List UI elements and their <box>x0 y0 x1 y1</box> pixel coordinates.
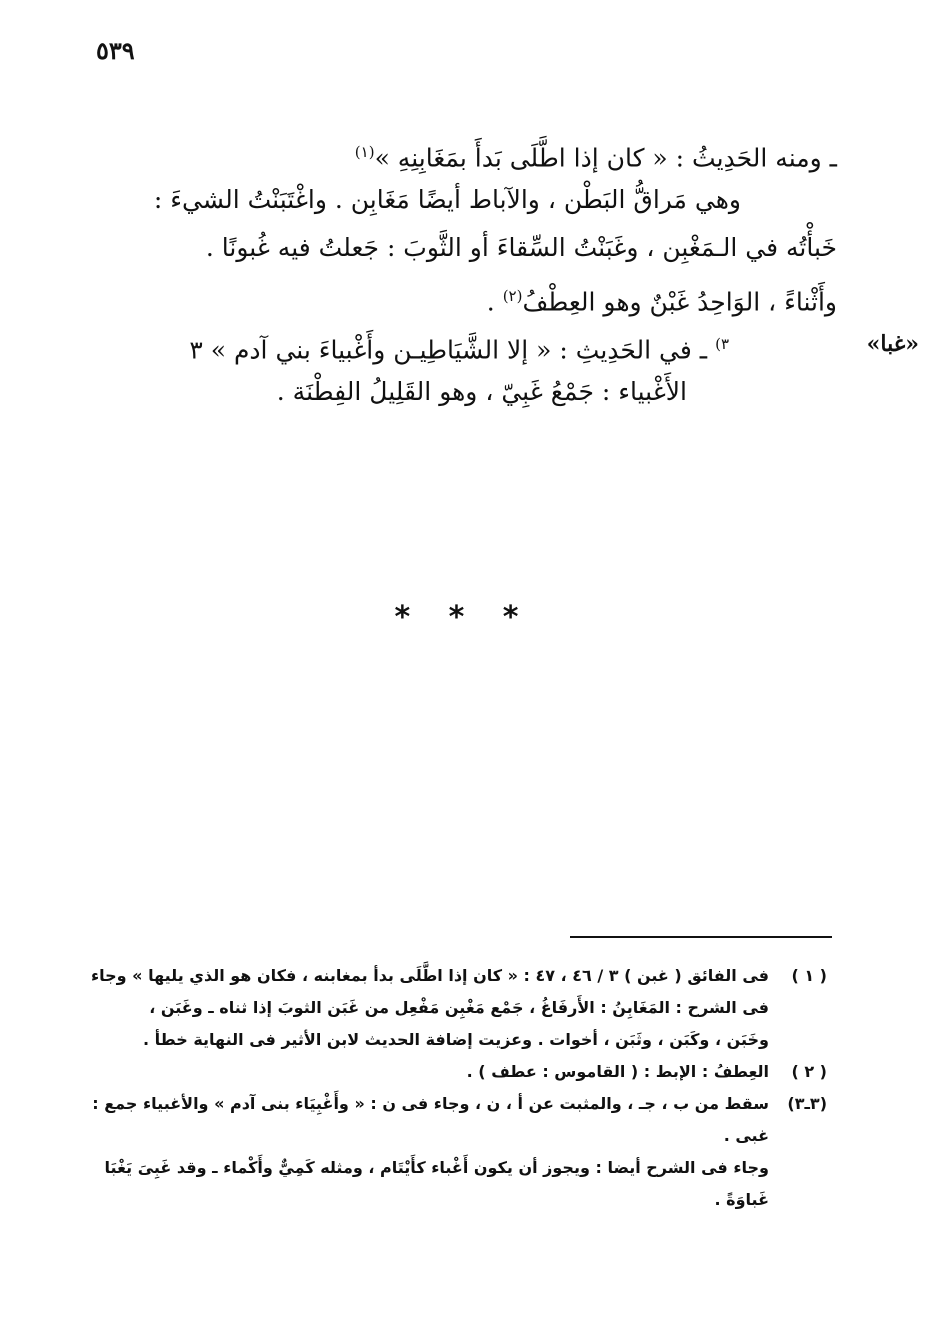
footnote-ref-3: ٣) <box>715 335 729 353</box>
footnote-3 <box>80 1088 827 1216</box>
footnote-ref-2: (٢) <box>502 287 523 305</box>
main-text <box>80 128 837 416</box>
text-line-3: خَبأْتُه في الـمَغْبِن ، وغَبَنْتُ السِّقاءَ أو الثَّوبَ : جَعلتُ فيه غُبونًا . <box>205 233 837 262</box>
line-prefix: ـ في الحَدِيثِ : <box>559 335 708 365</box>
footnote-number: (٣ـ٣) <box>787 1094 827 1113</box>
entry-root-tag: «غبا» <box>866 331 919 357</box>
text-line-6: الأَغْبياء : جَمْعُ غَبِيّ ، وهو القَلِيلُ الفِطْنَة . <box>276 377 687 406</box>
text-line-2: وهي مَراقُّ البَطْن ، والآباط أيضًا مَغَابِن . واغْتَبَنْتُ الشيءَ : <box>153 185 741 214</box>
footnote-2 <box>80 1056 827 1088</box>
footnote-divider <box>570 936 832 938</box>
footnote-line: غَباوَةً . <box>714 1190 769 1209</box>
text-line-1 <box>80 128 837 176</box>
section-separator: * * * <box>394 600 533 635</box>
footnote-line: فى الشرح : المَغَابِنُ : الأَرفَاغُ ، جَمْع مَغْبِن مَفْعِل من غَبَن الثوبَ إذا ثناه ـ وغَبَن ، <box>149 998 769 1017</box>
footnote-ref-1: (١) <box>354 143 375 161</box>
footnote-line: فى الفائق ( غبن ) ٣ / ٤٦ ، ٤٧ : « كان إذا اطَّلَى بدأ بمغابنه ، فكان هو الذي يليها » وجاء <box>90 966 769 985</box>
footnote-line: وجاء فى الشرح أيضا : ويجوز أن يكون أَغْباء كأَيْتَام ، ومثله كَمِيٌّ وأَكْماء ـ وقد غَبِىَ يَغْبَا <box>104 1158 769 1177</box>
text-line-5 <box>80 320 837 368</box>
footnote-number: ( ٢ ) <box>791 1062 827 1081</box>
page-number: ٥٣٩ <box>96 36 135 65</box>
line-text: ـ ومنه الحَدِيثُ : « كان إذا اطَّلَى بَدأَ بمَغَابِنِهِ » <box>374 143 837 173</box>
line-text: وأَثْناءً ، الوَاحِدُ غَبْنٌ وهو العِطْفُ <box>522 287 837 317</box>
footnote-line: العِطفُ : الإبط : ( القاموس : عطف ) . <box>466 1062 769 1081</box>
footnote-line: وخَبَن ، وكَبَن ، وثَبَن ، أخوات . وعزيت إضافة الحديث لابن الأثير فى النهاية خطأ . <box>142 1030 769 1049</box>
footnote-1 <box>80 960 827 1056</box>
footnote-number: ( ١ ) <box>791 966 827 985</box>
footnote-line: غبى . <box>723 1126 769 1145</box>
footnotes <box>80 960 827 1216</box>
line-text: « إلا الشَّيَاطِيـن وأَغْبياءَ بني آدم » ٣ <box>189 335 552 365</box>
text-line-4: وأَثْناءً ، الوَاحِدُ غَبْنٌ وهو العِطْفُ$^{(٢)}$ . <box>486 287 837 317</box>
footnote-line: سقط من ب ، جـ ، والمثبت عن أ ، ن ، وجاء فى ن : « وأَغْبِيَاء بنى آدم » والأغبياء جمع : <box>92 1094 769 1113</box>
